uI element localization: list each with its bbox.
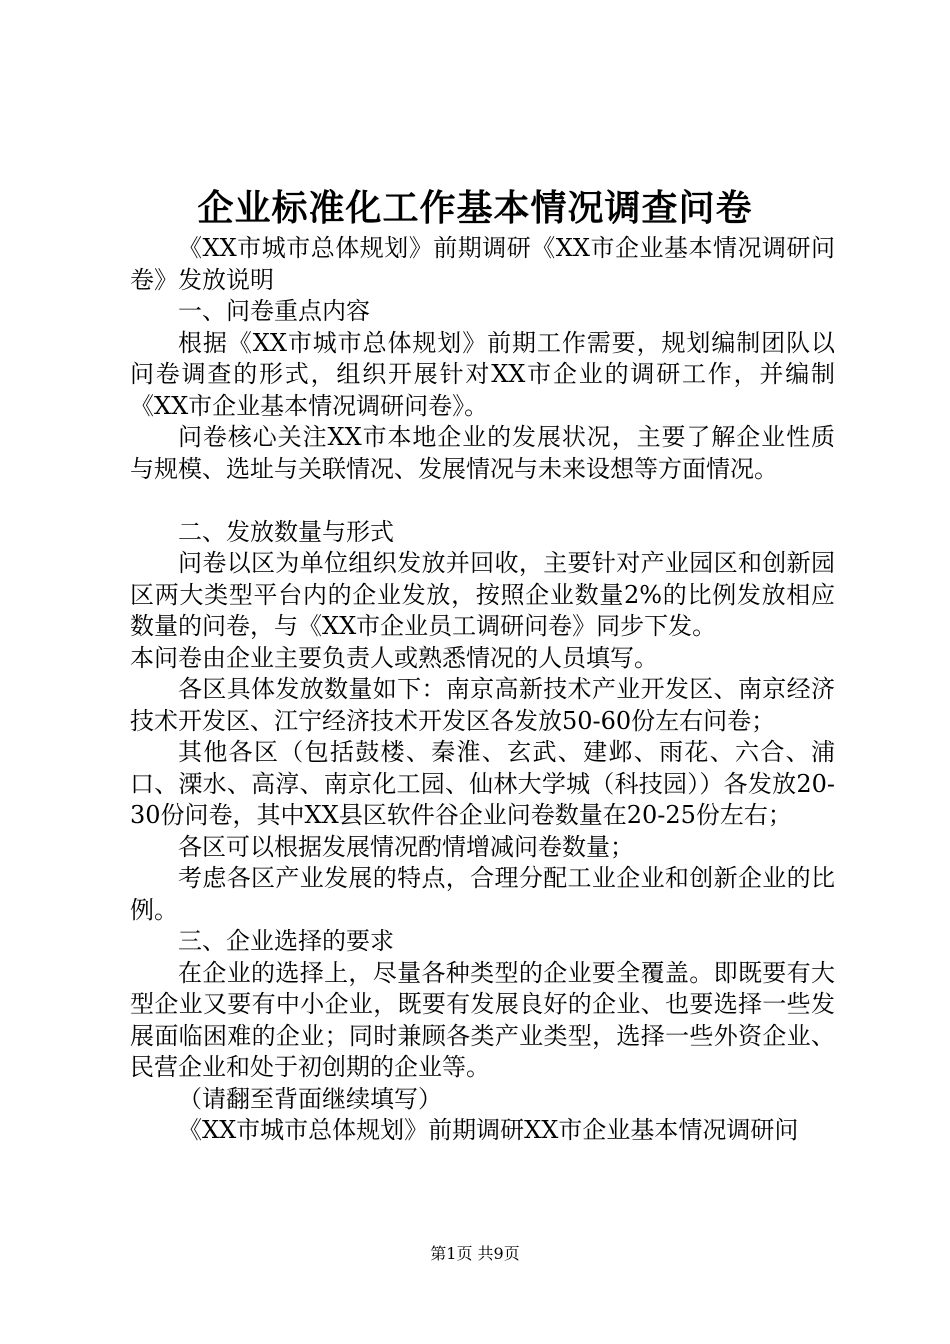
paragraph: 根据《XX市城市总体规划》前期工作需要，规划编制团队以问卷调查的形式，组织开展针对XX市企业的调研工作，并编制《XX市企业基本情况调研问卷》。 xyxy=(130,328,835,420)
document-title: 企业标准化工作基本情况调查问卷 xyxy=(197,187,753,229)
paragraph: 各区具体发放数量如下：南京高新技术产业开发区、南京经济技术开发区、江宁经济技术开发区各发放50-60份左右问卷； xyxy=(130,675,835,735)
paragraph: 考虑各区产业发展的特点，合理分配工业企业和创新企业的比例。 xyxy=(130,864,835,924)
paragraph: 问卷以区为单位组织发放并回收，主要针对产业园区和创新园区两大类型平台内的企业发放，按照企业数量2%的比例发放相应数量的问卷，与《XX市企业员工调研问卷》同步下发。 xyxy=(130,549,835,640)
section-heading-1: 一、问卷重点内容 xyxy=(178,297,370,325)
paragraph: 问卷核心关注XX市本地企业的发展状况，主要了解企业性质与规模、选址与关联情况、发展情况与未来设想等方面情况。 xyxy=(130,423,835,483)
paragraph: 各区可以根据发展情况酌情增减问卷数量； xyxy=(178,832,634,861)
section-heading-3: 三、企业选择的要求 xyxy=(178,927,394,955)
paragraph-note: （请翻至背面继续填写） xyxy=(178,1084,442,1113)
paragraph: 在企业的选择上，尽量各种类型的企业要全覆盖。即既要有大型企业又要有中小企业，既要有发展良好的企业、也要选择一些发展面临困难的企业；同时兼顾各类产业类型，选择一些外资企业、民营企业和处于初创期的企业等。 xyxy=(130,958,835,1081)
document-body xyxy=(130,233,835,1147)
paragraph-intro: 《XX市城市总体规划》前期调研《XX市企业基本情况调研问卷》发放说明 xyxy=(130,234,835,294)
page-footer: 第1页 共9页 xyxy=(430,1244,520,1263)
paragraph: 本问卷由企业主要负责人或熟悉情况的人员填写。 xyxy=(130,643,658,672)
blank-line xyxy=(130,485,835,517)
paragraph: 《XX市城市总体规划》前期调研XX市企业基本情况调研问 xyxy=(178,1116,799,1144)
section-heading-2: 二、发放数量与形式 xyxy=(178,517,394,546)
paragraph: 其他各区（包括鼓楼、秦淮、玄武、建邺、雨花、六合、浦口、溧水、高淳、南京化工园、仙林大学城（科技园））各发放20-30份问卷，其中XX县区软件谷企业问卷数量在20-25份左右； xyxy=(130,738,835,829)
